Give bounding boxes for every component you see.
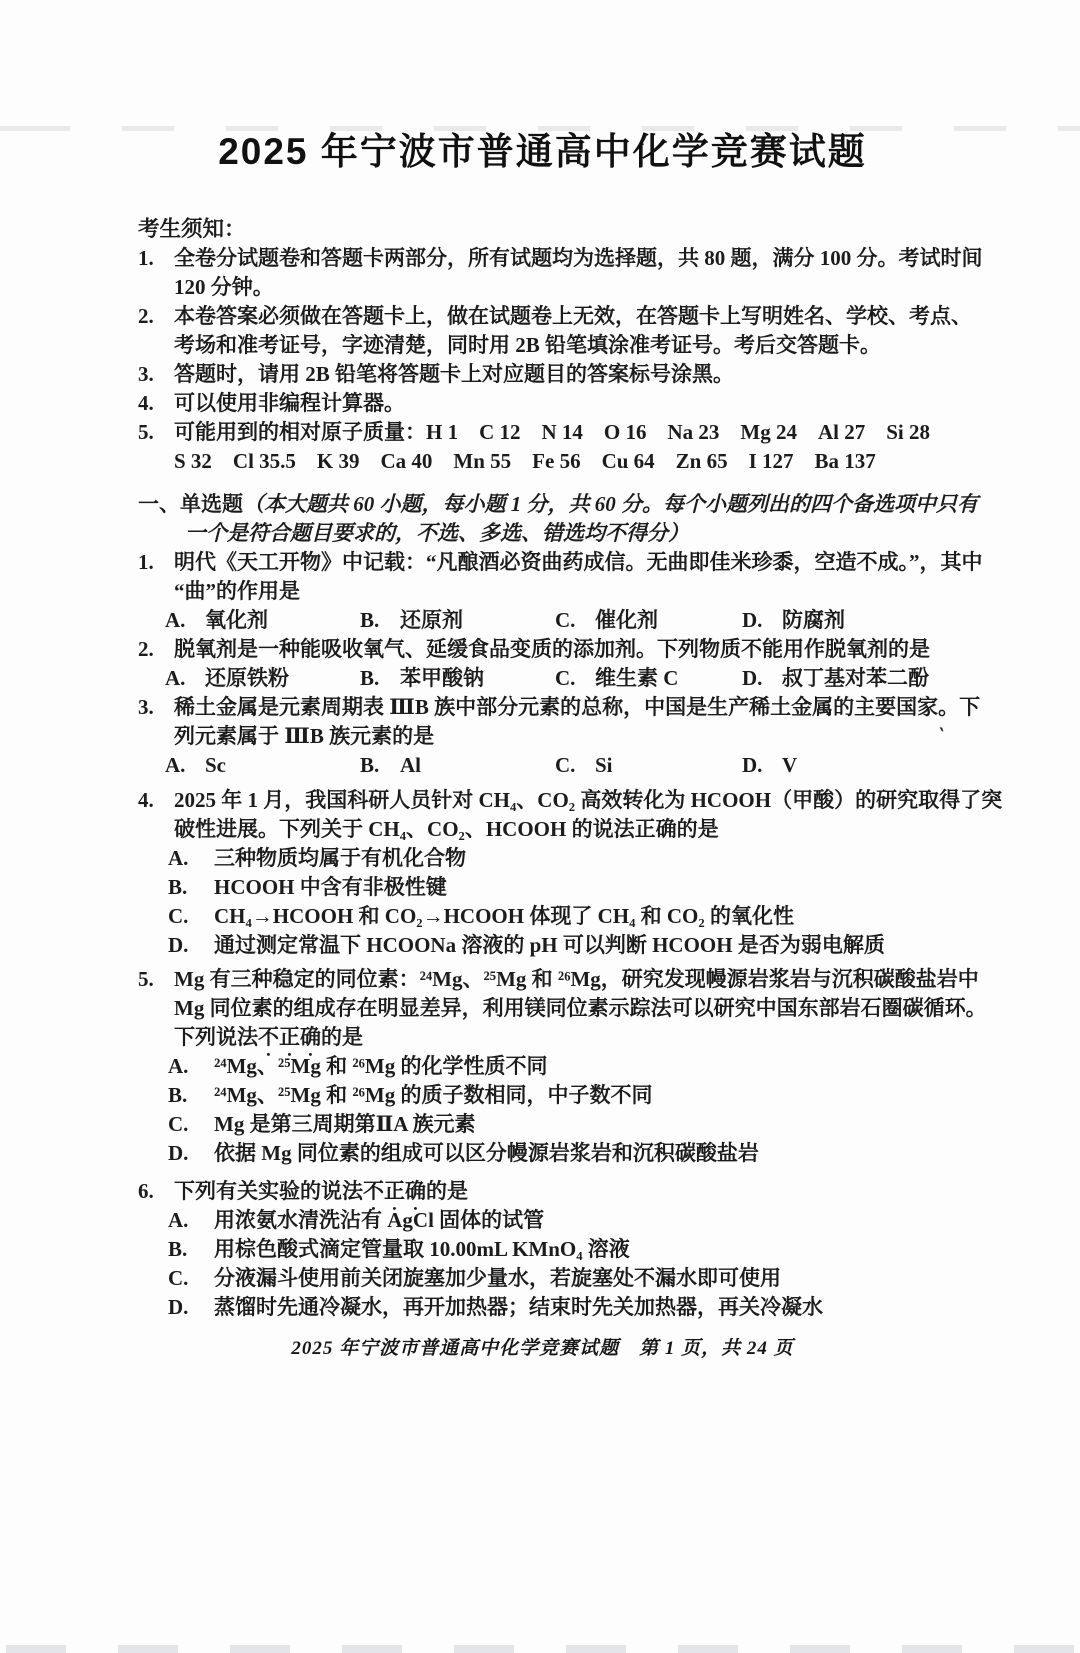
scan-edge-dashes-top xyxy=(0,126,1080,131)
stem-text-post: 的是 xyxy=(321,1025,363,1049)
question-5-number: 5. xyxy=(138,967,154,991)
question-3-options xyxy=(138,751,947,780)
option-label: D. xyxy=(168,1295,189,1319)
question-2-stem-line-1 xyxy=(138,635,947,664)
option-text: 三种物质均属于有机化合物 xyxy=(214,846,466,870)
option-label: B. xyxy=(360,753,380,777)
notice-3-text: 答题时，请用 2B 铅笔将答题卡上对应题目的答案标号涂黑。 xyxy=(174,362,735,386)
question-2-option-a xyxy=(165,664,360,693)
option-text: 蒸馏时先通冷凝水，再开加热器；结束时先关加热器，再关冷凝水 xyxy=(214,1295,823,1319)
option-text: ²⁴Mg、²⁵Mg 和 ²⁶Mg 的质子数相同，中子数不同 xyxy=(214,1083,653,1107)
option-text: 催化剂 xyxy=(595,608,658,632)
question-6-number: 6. xyxy=(138,1179,154,1203)
option-label: B. xyxy=(360,666,380,690)
option-text: 还原剂 xyxy=(400,608,463,632)
notice-1-line-2: 120 分钟。 xyxy=(174,275,274,299)
notice-2-number: 2. xyxy=(138,304,154,328)
option-label: A. xyxy=(168,1054,189,1078)
option-text: HCOOH 中含有非极性键 xyxy=(214,875,447,899)
question-3-option-a xyxy=(165,751,360,780)
option-label: A. xyxy=(165,608,186,632)
notice-4-text: 可以使用非编程计算器。 xyxy=(174,391,405,415)
option-text: 通过测定常温下 HCOONa 溶液的 pH 可以判断 HCOOH 是否为弱电解质 xyxy=(214,933,885,957)
option-text: 依据 Mg 同位素的组成可以区分幔源岩浆岩和沉积碳酸盐岩 xyxy=(214,1141,759,1165)
atomic-masses-line-1: 可能用到的相对原子质量：H 1 C 12 N 14 O 16 Na 23 Mg 24 Al 27 Si 28 xyxy=(174,420,930,444)
exam-title: 2025 年宁波市普通高中化学竞赛试题 xyxy=(218,131,867,172)
question-3-option-b xyxy=(360,751,555,780)
option-label: A. xyxy=(165,753,186,777)
notice-4-line-1 xyxy=(138,389,947,418)
option-text: 还原铁粉 xyxy=(205,666,289,690)
option-label: C. xyxy=(555,608,576,632)
emphasized-text: 不正确 xyxy=(258,1025,321,1049)
section-desc-line-2: 一个是符合题目要求的，不选、多选、错选均不得分） xyxy=(185,521,689,545)
option-text: Si xyxy=(595,753,613,777)
question-2-stem-text: 脱氧剂是一种能吸收氧气、延缓食品变质的添加剂。下列物质不能用作脱氧剂的是 xyxy=(174,637,930,661)
question-5-option-d xyxy=(138,1139,947,1168)
question-5-option-a xyxy=(138,1052,947,1081)
question-2-option-b xyxy=(360,664,555,693)
question-3-stem-line-2: 列元素属于 ⅢB 族元素的是 xyxy=(174,724,435,748)
question-1-stem-line-2: “曲”的作用是 xyxy=(174,579,300,603)
option-text: Al xyxy=(400,753,421,777)
question-4-option-b xyxy=(138,873,947,902)
question-2-options xyxy=(138,664,947,693)
question-3-option-c xyxy=(555,751,742,780)
option-label: D. xyxy=(742,666,763,690)
question-4-number: 4. xyxy=(138,788,154,812)
option-text: Mg 是第三周期第ⅡA 族元素 xyxy=(214,1112,476,1136)
option-text: 分液漏斗使用前关闭旋塞加少量水，若旋塞处不漏水即可使用 xyxy=(214,1266,781,1290)
question-1-options xyxy=(138,606,947,635)
notice-3-line-1 xyxy=(138,360,947,389)
notice-1-line-1 xyxy=(138,244,983,273)
option-label: C. xyxy=(168,1266,189,1290)
option-label: A. xyxy=(168,1208,189,1232)
question-1-option-c xyxy=(555,606,742,635)
option-text: Sc xyxy=(205,753,226,777)
question-4-option-a xyxy=(138,844,947,873)
question-4-stem-text: 2025 年 1 月，我国科研人员针对 CH₄、CO₂ 高效转化为 HCOOH（甲酸）的研究取得了突 xyxy=(174,788,1003,812)
question-1-option-b xyxy=(360,606,555,635)
question-1-option-d xyxy=(742,606,947,635)
question-5-stem-line-1 xyxy=(138,965,979,994)
question-5-option-c xyxy=(138,1110,947,1139)
option-label: D. xyxy=(168,933,189,957)
question-1-stem-text: 明代《天工开物》中记载：“凡酿酒必资曲药成信。无曲即佳米珍黍，空造不成。”，其中 xyxy=(174,550,983,574)
question-5-stem-line-2: Mg 同位素的组成存在明显差异，利用镁同位素示踪法可以研究中国东部岩石圈碳循环。 xyxy=(174,996,987,1020)
question-4-stem-line-1 xyxy=(138,786,1003,815)
page-footer: 2025 年宁波市普通高中化学竞赛试题 第 1 页，共 24 页 xyxy=(291,1338,794,1359)
option-label: C. xyxy=(168,904,189,928)
question-1-option-a xyxy=(165,606,360,635)
question-5-option-b xyxy=(138,1081,947,1110)
option-text: 维生素 C xyxy=(595,666,679,690)
question-6-stem-line-1 xyxy=(138,1177,947,1206)
option-text: CH₄→HCOOH 和 CO₂→HCOOH 体现了 CH₄ 和 CO₂ 的氧化性 xyxy=(214,904,794,928)
question-3-stem-text: 稀土金属是元素周期表 ⅢB 族中部分元素的总称，中国是生产稀土金属的主要国家。下 xyxy=(174,695,981,719)
question-1-number: 1. xyxy=(138,550,154,574)
option-label: B. xyxy=(168,875,188,899)
question-6-option-d xyxy=(138,1293,947,1322)
section-heading xyxy=(138,490,978,519)
question-6-option-b xyxy=(138,1235,947,1264)
option-label: B. xyxy=(168,1083,188,1107)
question-2-option-c xyxy=(555,664,742,693)
scan-edge-dashes-bottom xyxy=(0,1645,1080,1653)
atomic-masses-line-2: S 32 Cl 35.5 K 39 Ca 40 Mn 55 Fe 56 Cu 64 Zn 65 I 127 Ba 137 xyxy=(174,449,876,473)
notice-2-line-1 xyxy=(138,302,972,331)
option-label: C. xyxy=(168,1112,189,1136)
option-label: A. xyxy=(165,666,186,690)
exam-page-content xyxy=(0,126,1080,1360)
question-3-number: 3. xyxy=(138,695,154,719)
notice-1-text: 全卷分试题卷和答题卡两部分，所有试题均为选择题，共 80 题，满分 100 分。考试时间 xyxy=(174,246,983,270)
scan-stray-mark: ‵ xyxy=(936,724,945,748)
scanned-exam-page xyxy=(0,126,1080,1653)
option-label: B. xyxy=(360,608,380,632)
section-desc-line-1: （本大题共 60 小题，每小题 1 分，共 60 分。每个小题列出的四个备选项中只有 xyxy=(243,492,978,516)
option-label: A. xyxy=(168,846,189,870)
stem-text-pre: 下列说法 xyxy=(174,1025,258,1049)
option-text: 氧化剂 xyxy=(205,608,268,632)
option-text: 防腐剂 xyxy=(782,608,845,632)
notice-heading: 考生须知： xyxy=(138,217,246,241)
question-4-option-c xyxy=(138,902,947,931)
notice-4-number: 4. xyxy=(138,391,154,415)
notice-3-number: 3. xyxy=(138,362,154,386)
stem-text-pre: 下列有关实验的说法 xyxy=(174,1179,363,1203)
notice-1-number: 1. xyxy=(138,246,154,270)
question-4-option-d xyxy=(138,931,947,960)
emphasized-text: 不正确 xyxy=(363,1179,426,1203)
question-2-number: 2. xyxy=(138,637,154,661)
question-6-option-c xyxy=(138,1264,947,1293)
option-text: ²⁴Mg、²⁵Mg 和 ²⁶Mg 的化学性质不同 xyxy=(214,1054,548,1078)
option-label: C. xyxy=(555,666,576,690)
question-1-stem-line-1 xyxy=(138,548,983,577)
question-5-stem-text: Mg 有三种稳定的同位素：²⁴Mg、²⁵Mg 和 ²⁶Mg，研究发现幔源岩浆岩与沉积碳酸盐岩中 xyxy=(174,967,979,991)
option-label: D. xyxy=(742,608,763,632)
question-5-stem-line-3 xyxy=(138,1023,947,1052)
option-label: D. xyxy=(168,1141,189,1165)
question-3-option-d xyxy=(742,751,947,780)
stem-text-post: 的是 xyxy=(426,1179,468,1203)
section-label: 一、单选题 xyxy=(138,493,243,516)
question-2-option-d xyxy=(742,664,947,693)
notice-2-text: 本卷答案必须做在答题卡上，做在试题卷上无效，在答题卡上写明姓名、学校、考点、 xyxy=(174,304,972,328)
question-3-stem-line-1 xyxy=(138,693,981,722)
notice-2-line-2: 考场和准考证号，字迹清楚，同时用 2B 铅笔填涂准考证号。考后交答题卡。 xyxy=(174,333,882,357)
option-text: V xyxy=(782,753,798,777)
option-text: 叔丁基对苯二酚 xyxy=(782,666,929,690)
option-text: 用棕色酸式滴定管量取 10.00mL KMnO₄ 溶液 xyxy=(214,1237,630,1261)
question-4-stem-line-2: 破性进展。下列关于 CH₄、CO₂、HCOOH 的说法正确的是 xyxy=(174,817,719,841)
option-label: C. xyxy=(555,753,576,777)
option-label: D. xyxy=(742,753,763,777)
notice-5-number: 5. xyxy=(138,420,154,444)
option-text: 用浓氨水清洗沾有 AgCl 固体的试管 xyxy=(214,1208,545,1232)
question-6-option-a xyxy=(138,1206,947,1235)
notice-5-line-1 xyxy=(138,418,947,447)
option-label: B. xyxy=(168,1237,188,1261)
option-text: 苯甲酸钠 xyxy=(400,666,484,690)
